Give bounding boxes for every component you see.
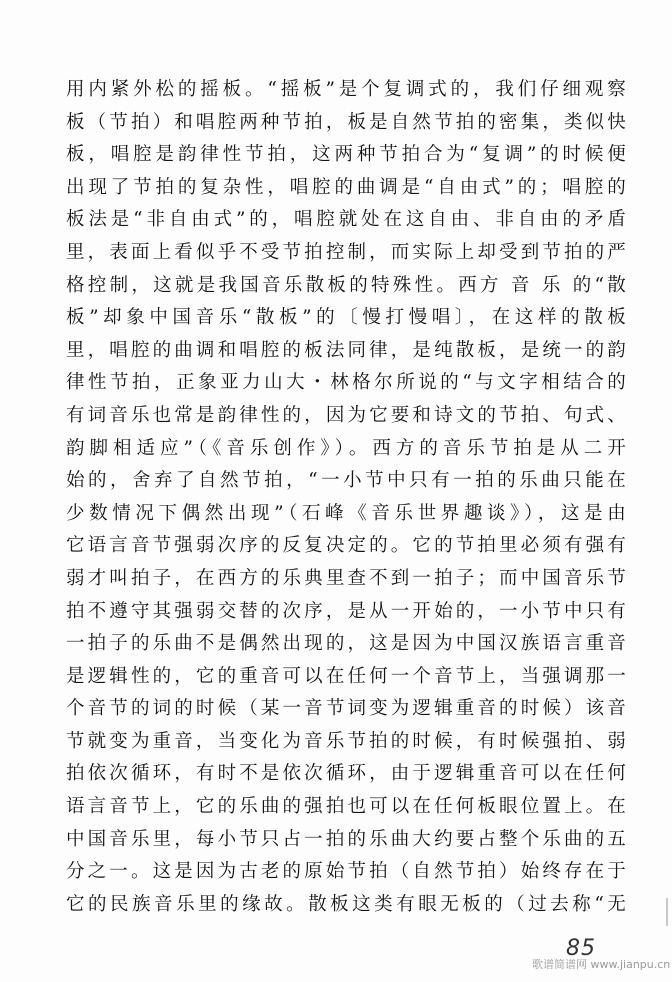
text-line: 是逻辑性的，它的重音可以在任何一个音节上，当强调那一: [66, 665, 626, 687]
text-line: 一拍子的乐曲不是偶然出现的，这是因为中国汉族语言重音: [66, 633, 626, 655]
text-line: 中国音乐里，每小节只占一拍的乐曲大约要占整个乐曲的五: [66, 828, 626, 850]
text-line: 板，唱腔是韵律性节拍，这两种节拍合为“复调”的时候便: [66, 144, 626, 166]
text-line: 它语言音节强弱次序的反复决定的。它的节拍里必须有强有: [66, 535, 626, 557]
page-edge-mark: [666, 898, 668, 926]
text-line: 拍依次循环，有时不是依次循环，由于逻辑重音可以在任何: [66, 763, 626, 785]
text-line: 节就变为重音，当变化为音乐节拍的时候，有时候强拍、弱: [66, 730, 626, 752]
text-line: 里，唱腔的曲调和唱腔的板法同律，是纯散板，是统一的韵: [66, 339, 626, 361]
text-line: 里，表面上看似乎不受节拍控制，而实际上却受到节拍的严: [66, 241, 626, 263]
text-line: 板”却象中国音乐“散板”的〔慢打慢唱〕，在这样的散板: [66, 307, 626, 329]
text-line: 用内紧外松的摇板。“摇板”是个复调式的，我们仔细观察: [66, 79, 626, 100]
text-line: 出现了节拍的复杂性，唱腔的曲调是“自由式”的；唱腔的: [66, 176, 626, 198]
text-line: 个音节的词的时候（某一音节词变为逻辑重音的时候）该音: [66, 698, 626, 720]
text-line: 分之一。这是因为古老的原始节拍（自然节拍）始终存在于: [66, 861, 626, 883]
text-line: 板法是“非自由式”的，唱腔就处在这自由、非自由的矛盾: [66, 209, 626, 231]
text-line: 韵脚相适应”（《音乐创作》）。西方的音乐节拍是从二开: [66, 437, 626, 459]
text-line: 弱才叫拍子，在西方的乐典里查不到一拍子；而中国音乐节: [66, 567, 626, 589]
text-line: 板（节拍）和唱腔两种节拍，板是自然节拍的密集，类似快: [66, 111, 626, 133]
text-line: 有词音乐也常是韵律性的，因为它要和诗文的节拍、句式、: [66, 404, 626, 426]
body-text: [66, 74, 626, 921]
text-line: 拍不遵守其强弱交替的次序，是从一开始的，一小节中只有: [66, 600, 626, 622]
text-line: 始的，舍弃了自然节拍，“一小节中只有一拍的乐曲只能在: [66, 470, 626, 492]
text-line: 语言音节上，它的乐曲的强拍也可以在任何板眼位置上。在: [66, 796, 626, 818]
text-line: 它的民族音乐里的缘故。散板这类有眼无板的（过去称“无: [66, 893, 626, 915]
text-line: 律性节拍，正象亚力山大・林格尔所说的“与文字相结合的: [66, 372, 626, 394]
page-number: 85: [566, 936, 596, 961]
text-line: 格控制，这就是我国音乐散板的特殊性。西方 音 乐 的“散: [66, 274, 626, 296]
site-watermark: 歌谱简谱网 www.jianpu.cn: [532, 958, 671, 971]
text-line: 少数情况下偶然出现”（石峰《音乐世界趣谈》），这是由: [66, 502, 626, 524]
